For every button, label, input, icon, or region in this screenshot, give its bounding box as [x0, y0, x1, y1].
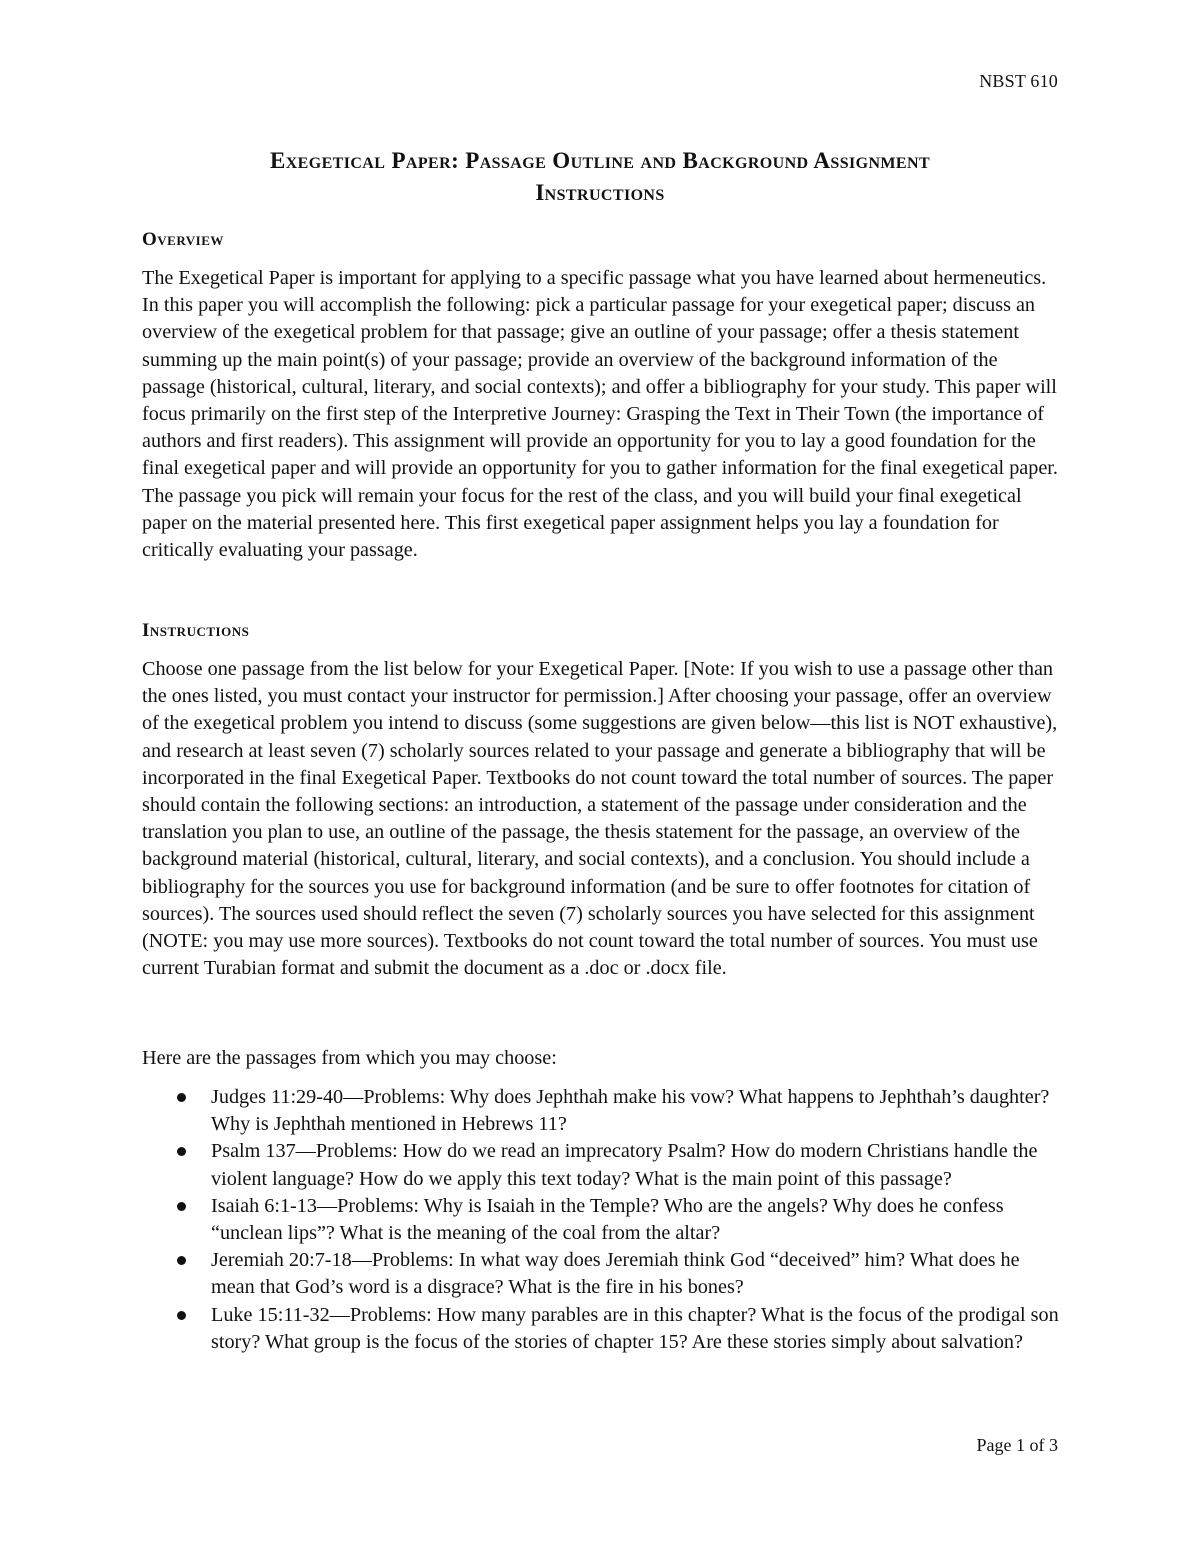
passage-text: Jeremiah 20:7-18—Problems: In what way does Jeremiah think God “deceived” him? What does he mean that God’s word is a disgrace? What is the fire in his bones? — [211, 1249, 1020, 1299]
bullet-icon — [177, 1256, 186, 1265]
instructions-paragraph: Choose one passage from the list below for your Exegetical Paper. [Note: If you wish to use a passage other than the ones listed, you must contact your instructor for permission.] After choosing your passage, offer an overview of the exegetical problem you intend to discuss (some suggestions are given below—this list is NOT exhaustive), and research at least seven (7) scholarly sources related to your passage and generate a bibliography that will be incorporated in the final Exegetical Paper. Textbooks do not count toward the total number of sources. The paper should contain the following sections: an introduction, a statement of the passage under consideration and the translation you plan to use, an outline of the passage, the thesis statement for the passage, an overview of the background material (historical, cultural, literary, and social contexts), and a conclusion. You should include a bibliography for the sources you use for background information (and be sure to offer footnotes for citation of sources). The sources used should reflect the seven (7) scholarly sources you have selected for this assignment (NOTE: you may use more sources). Textbooks do not count toward the total number of sources. You must use current Turabian format and submit the document as a .doc or .docx file. — [142, 658, 1058, 980]
bullet-icon — [177, 1093, 186, 1102]
title-line-1: Exegetical Paper: Passage Outline and Background Assignment — [269, 148, 931, 173]
passages-intro: Here are the passages from which you may choose: — [142, 1047, 557, 1069]
passage-list — [142, 1084, 1062, 1356]
list-item — [142, 1302, 1062, 1356]
list-item — [142, 1138, 1062, 1192]
overview-heading: Overview — [142, 229, 224, 250]
bullet-icon — [177, 1147, 186, 1156]
page-number: Page 1 of 3 — [976, 1435, 1058, 1455]
passage-text: Isaiah 6:1-13—Problems: Why is Isaiah in the Temple? Who are the angels? Why does he confess “unclean lips”? What is the meaning of the coal from the altar? — [211, 1194, 1004, 1245]
passage-text: Luke 15:11-32—Problems: How many parables are in this chapter? What is the focus of the prodigal son story? What group is the focus of the stories of chapter 15? Are these stories simply about salvation? — [211, 1303, 1059, 1353]
course-code: NBST 610 — [979, 71, 1058, 91]
overview-paragraph: The Exegetical Paper is important for applying to a specific passage what you have learned about hermeneutics. In this paper you will accomplish the following: pick a particular passage for your exegetical paper; discuss an overview of the exegetical problem for that passage; give an outline of your passage; offer a thesis statement summing up the main point(s) of your passage; provide an overview of the background information of the passage (historical, cultural, literary, and social contexts); and offer a bibliography for your study. This paper will focus primarily on the first step of the Interpretive Journey: Grasping the Text in Their Town (the importance of authors and first readers). This assignment will provide an opportunity for you to lay a good foundation for the final exegetical paper and will provide an opportunity for you to gather information for the final exegetical paper. The passage you pick will remain your focus for the rest of the class, and you will build your final exegetical paper on the material presented here. This first exegetical paper assignment helps you lay a foundation for critically evaluating your passage. — [142, 267, 1058, 562]
list-item — [142, 1193, 1062, 1247]
passage-text: Psalm 137—Problems: How do we read an imprecatory Psalm? How do modern Christians handle the violent language? How do we apply this text today? What is the main point of this passage? — [211, 1140, 1038, 1190]
bullet-icon — [177, 1202, 186, 1211]
passage-text: Judges 11:29-40—Problems: Why does Jephthah make his vow? What happens to Jephthah’s daughter? Why is Jephthah mentioned in Hebrews 11? — [211, 1086, 1050, 1136]
page-title — [142, 145, 1058, 209]
bullet-icon — [177, 1311, 186, 1320]
list-item — [142, 1084, 1062, 1138]
list-item — [142, 1247, 1062, 1301]
title-line-2: Instructions — [535, 180, 665, 205]
instructions-heading: Instructions — [142, 620, 250, 641]
